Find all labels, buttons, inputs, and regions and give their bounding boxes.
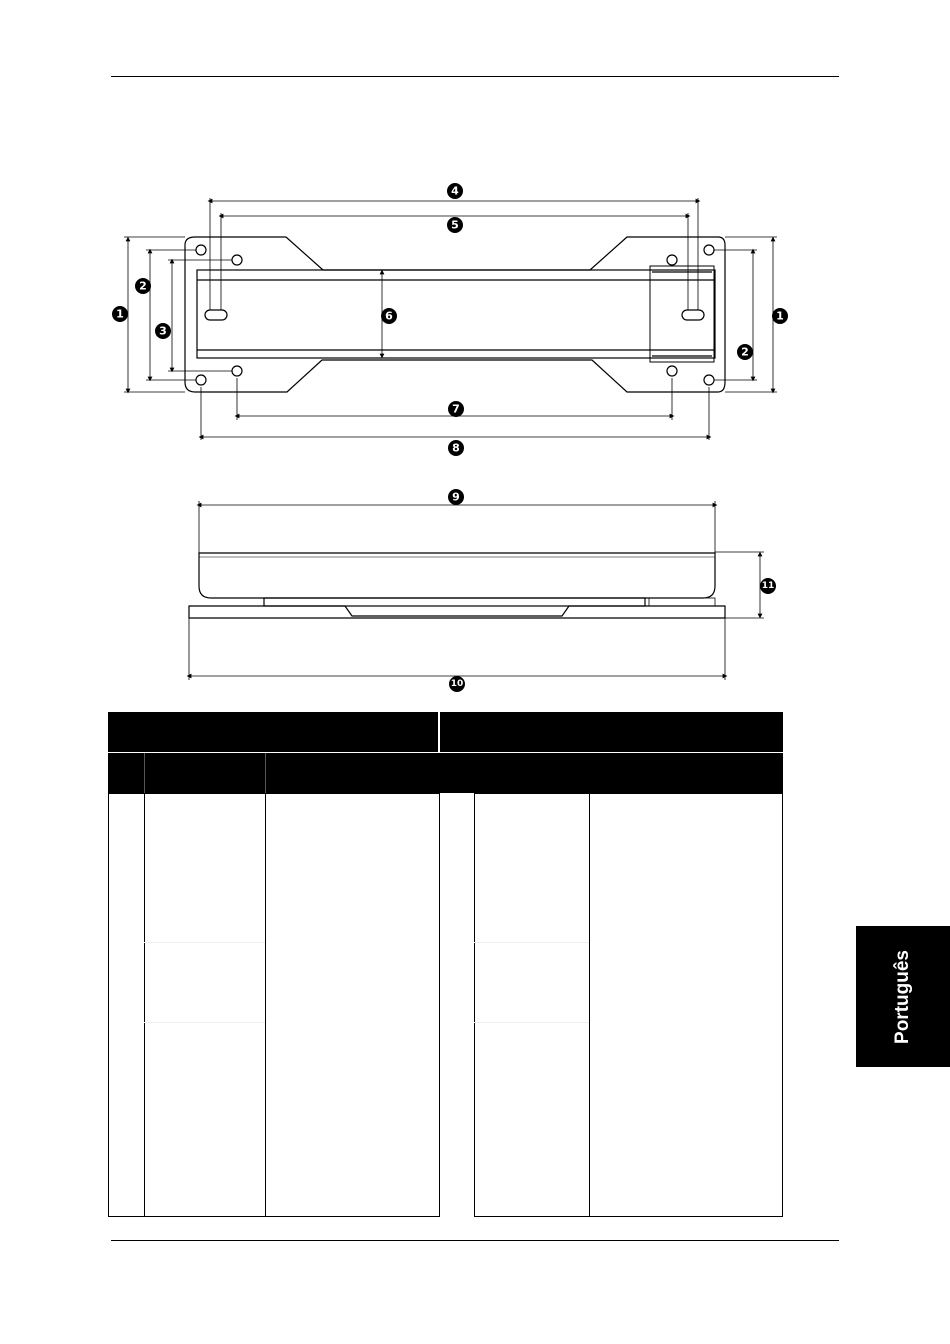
column-divider	[589, 793, 590, 1217]
row-divider	[144, 942, 265, 943]
callout-11: 11	[761, 581, 775, 591]
language-tab	[856, 926, 950, 1067]
callout-7: 7	[452, 402, 460, 416]
callout-6: 6	[385, 309, 393, 323]
column-divider	[144, 793, 145, 1217]
top-view	[185, 237, 725, 392]
callout-1-left: 1	[116, 307, 124, 321]
callout-9: 9	[452, 490, 460, 504]
callout-10: 10	[450, 679, 464, 689]
column-divider	[265, 793, 266, 1217]
subheader-divider	[144, 753, 145, 793]
row-divider	[144, 1022, 265, 1023]
callout-8: 8	[452, 441, 460, 455]
table-body-right	[474, 793, 783, 1217]
callout-1-right: 1	[776, 309, 784, 323]
callout-3: 3	[159, 324, 167, 338]
callout-2-left: 2	[139, 279, 147, 293]
table-header-right	[440, 712, 783, 752]
bottom-rule	[111, 1240, 839, 1241]
table-body-left	[108, 793, 440, 1217]
row-divider	[474, 1022, 589, 1023]
callout-4: 4	[451, 184, 459, 198]
table-header-left	[108, 712, 438, 752]
side-view	[189, 553, 725, 618]
row-divider	[474, 942, 589, 943]
language-tab-label: Português	[892, 949, 913, 1044]
callout-5: 5	[451, 218, 459, 232]
callout-2-right: 2	[741, 345, 749, 359]
subheader-divider	[265, 753, 266, 793]
table-subheader	[108, 753, 783, 793]
